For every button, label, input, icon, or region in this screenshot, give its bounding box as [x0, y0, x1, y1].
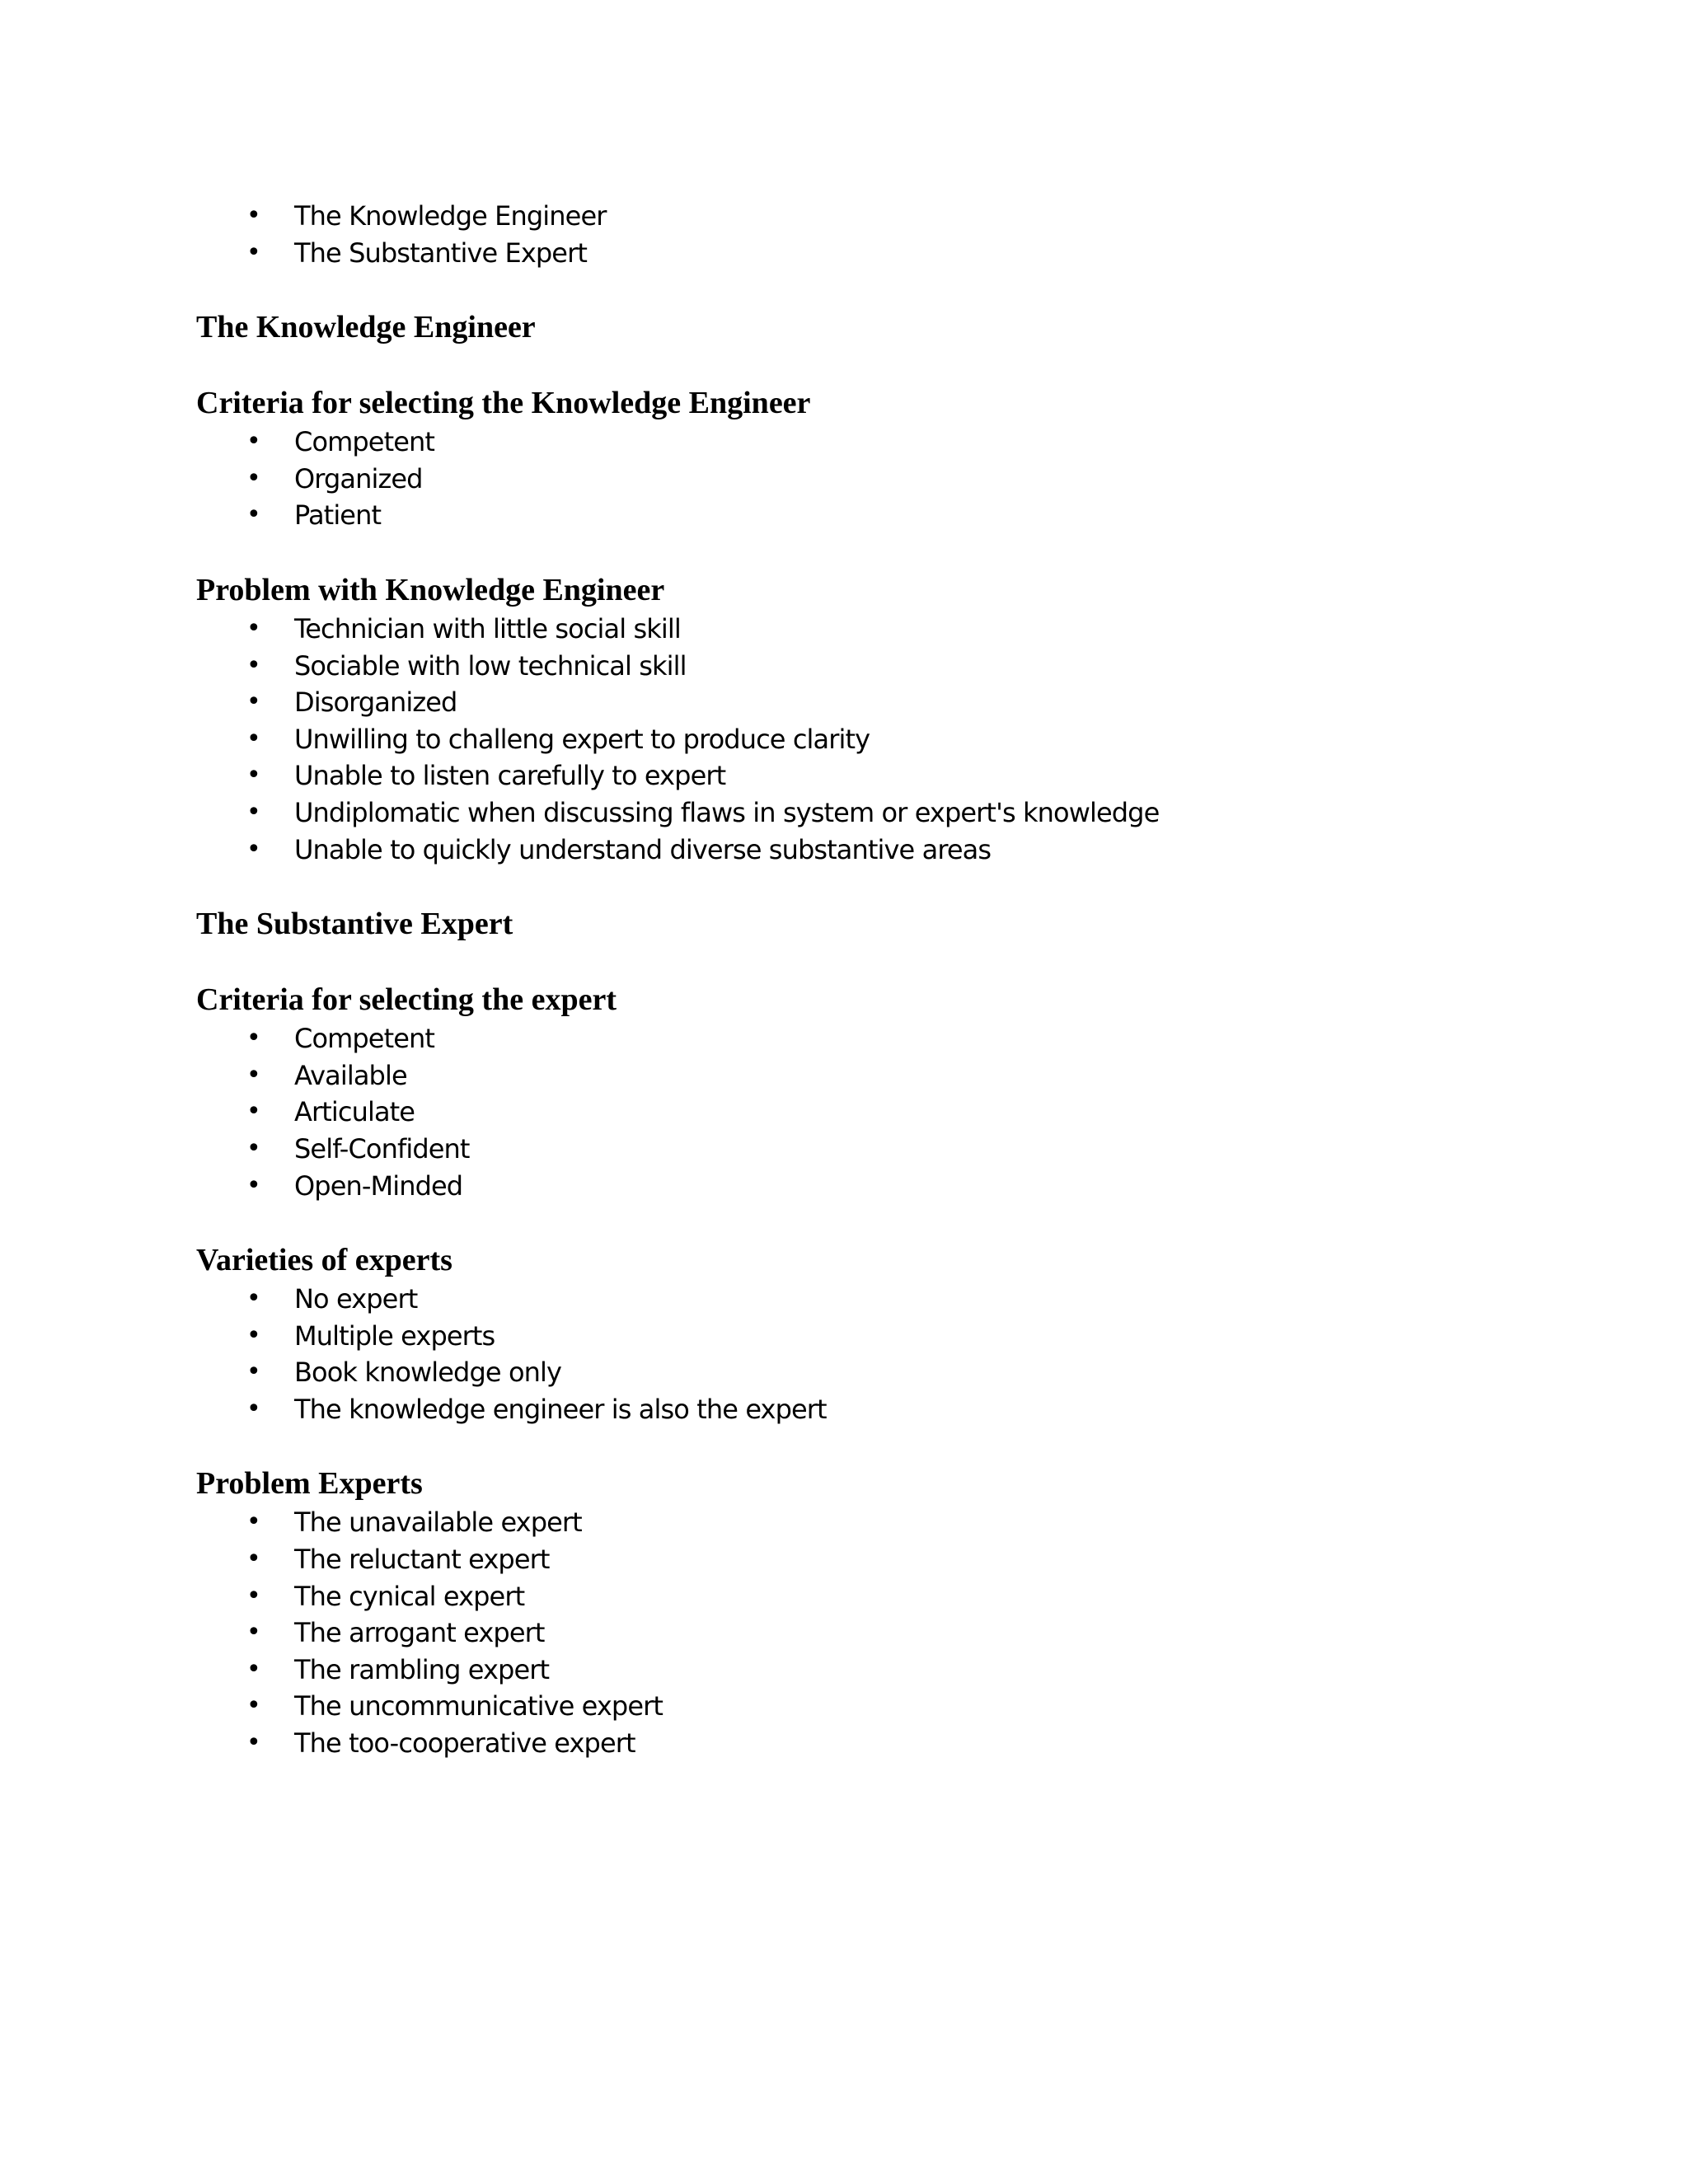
list-item	[196, 1094, 1556, 1131]
list-item-text: Patient	[294, 499, 382, 532]
bullet-icon: •	[246, 427, 260, 457]
problem-experts-list	[196, 1504, 1556, 1761]
list-item-text: Available	[294, 1059, 407, 1091]
intro-list	[196, 198, 1556, 271]
bullet-icon: •	[246, 1507, 260, 1537]
list-item-text: Articulate	[294, 1096, 415, 1128]
list-item-text: Unwilling to challeng expert to produce clarity	[294, 723, 870, 755]
bullet-icon: •	[246, 1024, 260, 1053]
list-item	[196, 1688, 1556, 1725]
bullet-icon: •	[246, 1357, 260, 1387]
list-item-text: The Substantive Expert	[294, 237, 587, 269]
list-item-text: Unable to listen carefully to expert	[294, 760, 726, 792]
list-item	[196, 611, 1556, 648]
list-item	[196, 721, 1556, 758]
list-item	[196, 424, 1556, 461]
bullet-icon: •	[246, 1691, 260, 1721]
heading-expert-criteria: Criteria for selecting the expert	[196, 982, 617, 1018]
bullet-icon: •	[246, 1133, 260, 1163]
bullet-icon: •	[246, 724, 260, 753]
bullet-icon: •	[246, 463, 260, 493]
list-item	[196, 461, 1556, 498]
bullet-icon: •	[246, 687, 260, 717]
list-item-text: The unavailable expert	[294, 1507, 582, 1539]
expert-criteria-list	[196, 1020, 1556, 1204]
bullet-icon: •	[246, 1170, 260, 1200]
list-item-text: The arrogant expert	[294, 1617, 545, 1649]
bullet-icon: •	[246, 797, 260, 827]
list-item-text: The Knowledge Engineer	[294, 200, 607, 232]
bullet-icon: •	[246, 1394, 260, 1423]
list-item	[196, 1652, 1556, 1689]
ke-problems-list	[196, 611, 1556, 868]
list-item	[196, 235, 1556, 272]
heading-substantive-expert: The Substantive Expert	[196, 907, 513, 942]
list-item	[196, 1057, 1556, 1094]
list-item-text: The rambling expert	[294, 1653, 550, 1685]
list-item	[196, 1391, 1556, 1428]
bullet-icon: •	[246, 613, 260, 643]
list-item	[196, 1504, 1556, 1541]
list-item-text: Competent	[294, 1023, 435, 1055]
list-item-text: Sociable with low technical skill	[294, 649, 687, 682]
list-item	[196, 1725, 1556, 1762]
list-item	[196, 757, 1556, 794]
list-item	[196, 1020, 1556, 1057]
list-item-text: Multiple experts	[294, 1319, 495, 1352]
list-item-text: Unable to quickly understand diverse substantive areas	[294, 833, 992, 865]
list-item-text: Technician with little social skill	[294, 612, 681, 644]
bullet-icon: •	[246, 201, 260, 230]
list-item	[196, 648, 1556, 685]
bullet-icon: •	[246, 1097, 260, 1127]
list-item	[196, 832, 1556, 869]
heading-expert-varieties: Varieties of experts	[196, 1243, 452, 1278]
list-item-text: The cynical expert	[294, 1580, 525, 1612]
list-item-text: Disorganized	[294, 687, 457, 719]
list-item-text: The knowledge engineer is also the expert	[294, 1393, 827, 1425]
expert-varieties-list	[196, 1281, 1556, 1427]
list-item	[196, 1578, 1556, 1615]
list-item-text: The reluctant expert	[294, 1544, 550, 1576]
list-item-text: The uncommunicative expert	[294, 1690, 663, 1722]
list-item	[196, 684, 1556, 721]
bullet-icon: •	[246, 1618, 260, 1647]
list-item-text: Competent	[294, 426, 435, 458]
bullet-icon: •	[246, 834, 260, 864]
bullet-icon: •	[246, 1544, 260, 1574]
heading-ke-problems: Problem with Knowledge Engineer	[196, 572, 665, 607]
heading-knowledge-engineer: The Knowledge Engineer	[196, 310, 536, 345]
bullet-icon: •	[246, 1320, 260, 1350]
list-item-text: Open-Minded	[294, 1169, 463, 1202]
list-item	[196, 497, 1556, 534]
bullet-icon: •	[246, 1060, 260, 1090]
list-item-text: Book knowledge only	[294, 1357, 562, 1389]
list-item	[196, 1354, 1556, 1391]
list-item	[196, 1318, 1556, 1355]
heading-ke-criteria: Criteria for selecting the Knowledge Engineer	[196, 386, 811, 421]
list-item-text: No expert	[294, 1283, 418, 1315]
bullet-icon: •	[246, 1654, 260, 1684]
bullet-icon: •	[246, 237, 260, 267]
ke-criteria-list	[196, 424, 1556, 534]
bullet-icon: •	[246, 1284, 260, 1314]
list-item-text: Organized	[294, 462, 423, 494]
heading-problem-experts: Problem Experts	[196, 1466, 423, 1502]
list-item-text: Self-Confident	[294, 1132, 470, 1165]
list-item	[196, 794, 1556, 832]
list-item	[196, 1131, 1556, 1168]
bullet-icon: •	[246, 650, 260, 680]
list-item	[196, 1615, 1556, 1652]
bullet-icon: •	[246, 1728, 260, 1758]
list-item	[196, 198, 1556, 235]
bullet-icon: •	[246, 761, 260, 790]
bullet-icon: •	[246, 500, 260, 530]
bullet-icon: •	[246, 1581, 260, 1610]
list-item	[196, 1281, 1556, 1318]
list-item-text: Undiplomatic when discussing flaws in system or expert's knowledge	[294, 796, 1160, 828]
list-item-text: The too-cooperative expert	[294, 1727, 635, 1760]
list-item	[196, 1541, 1556, 1578]
list-item	[196, 1168, 1556, 1205]
document-page	[196, 198, 1556, 1762]
